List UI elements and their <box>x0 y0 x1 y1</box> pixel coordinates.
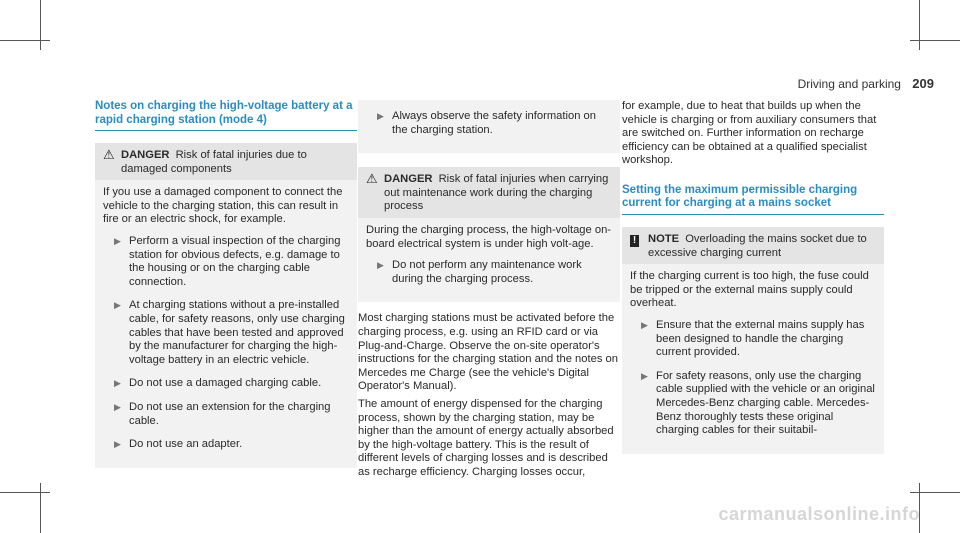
list-item: ▶ Do not use an extension for the charging cable. <box>114 400 331 427</box>
paragraph: for example, due to heat that builds up when the vehicle is charging or from auxiliary consumers that are switched on. Further information on recharge efficiency can be obtained at a qualified specialist workshop. <box>622 100 877 167</box>
note-label: NOTE <box>648 232 680 245</box>
crop-mark <box>910 40 960 41</box>
warning-triangle-icon: ⚠ <box>366 171 378 187</box>
crop-mark <box>40 0 41 50</box>
bullet-triangle-icon: ▶ <box>114 378 121 389</box>
danger-intro: If you use a damaged component to connect the vehicle to the charging station, this can result in fire or an electric shock, for example. <box>103 186 343 226</box>
note-title: Overloading the mains socket due to excessive charging current <box>648 232 867 259</box>
list-item: ▶ At charging stations without a pre-installed cable, for safety reasons, only use charging cables that have been tested and approved by the manufacturer for charging the high-voltage battery in an electric vehicle. <box>114 299 345 366</box>
danger-body <box>95 180 357 468</box>
body-text <box>358 312 620 479</box>
paragraph: The amount of energy dispensed for the charging process, shown by the charging station, may be higher than the amount of energy actually absorbed by the high-voltage battery. This is the result of different levels of charging losses and is described as recharge efficiency. Charging losses occur, <box>358 397 614 478</box>
note-header <box>622 227 884 264</box>
list-item: ▶ Always observe the safety information on the charging station. <box>377 110 596 136</box>
section-heading: Setting the maximum permissible charging current for charging at a mains socket <box>622 184 884 215</box>
danger-box <box>95 143 357 468</box>
danger-label: DANGER <box>121 149 170 161</box>
section-heading: Notes on charging the high-voltage battery at a rapid charging station (mode 4) <box>95 100 357 131</box>
bullet-triangle-icon: ▶ <box>641 370 648 381</box>
bullet-triangle-icon: ▶ <box>377 260 384 271</box>
header-section: Driving and parking <box>797 77 901 91</box>
continued-body <box>358 100 620 153</box>
warning-triangle-icon: ⚠ <box>103 147 115 162</box>
list-item: ▶ Do not use a damaged charging cable. <box>114 377 322 390</box>
note-text: If the charging current is too high, the fuse could be tripped or the external mains supply could overheat. <box>630 270 869 310</box>
danger-label: DANGER <box>384 173 433 186</box>
danger-text: During the charging process, the high-voltage on-board electrical system is under high volt-age. <box>366 223 612 250</box>
note-body <box>622 264 884 454</box>
crop-mark <box>910 492 960 493</box>
danger-header <box>358 167 620 218</box>
danger-title: Risk of fatal injuries due to damaged components <box>121 149 307 175</box>
crop-mark <box>919 0 920 50</box>
crop-mark <box>40 483 41 533</box>
bullet-triangle-icon: ▶ <box>114 235 121 246</box>
bullet-triangle-icon: ▶ <box>114 439 121 450</box>
page-number: 209 <box>912 76 934 91</box>
danger-header <box>95 143 357 180</box>
column-2 <box>358 100 620 483</box>
danger-title: Risk of fatal injuries when carrying out maintenance work during the charging process <box>384 173 609 213</box>
exclamation-icon: ! <box>630 235 639 247</box>
list-item: ▶ Do not use an adapter. <box>114 438 243 451</box>
footer-watermark: carmanualsonline.info <box>718 504 920 524</box>
paragraph: Most charging stations must be activated before the charging process, e.g. using an RFID card or via Plug-and-Charge. Observe the on-site operator's instructions for the charging station and the notes on Mercedes me Charge (see the vehicle's Digital Operator's Manual). <box>358 312 618 393</box>
running-header <box>798 76 934 91</box>
column-3 <box>622 100 884 454</box>
note-box <box>622 227 884 454</box>
crop-mark <box>0 492 50 493</box>
body-text <box>622 100 884 168</box>
continued-box <box>358 100 620 153</box>
bullet-triangle-icon: ▶ <box>114 300 121 311</box>
danger-body <box>358 218 620 302</box>
column-1 <box>95 100 357 468</box>
list-item: ▶ Do not perform any maintenance work during the charging process. <box>377 259 582 285</box>
crop-mark <box>0 40 50 41</box>
danger-box <box>358 167 620 302</box>
list-item: ▶ Perform a visual inspection of the charging station for obvious defects, e.g. damage to the housing or on the charging cable connection. <box>114 234 341 288</box>
list-item: ▶ For safety reasons, only use the charging cable supplied with the vehicle or an original Mercedes-Benz charging cable. Mercedes-Benz thoroughly tests these original charging cables for their suitabil- <box>641 369 875 437</box>
bullet-triangle-icon: ▶ <box>114 401 121 412</box>
bullet-triangle-icon: ▶ <box>377 111 384 121</box>
bullet-triangle-icon: ▶ <box>641 319 648 330</box>
list-item: ▶ Ensure that the external mains supply has been designed to handle the charging current provided. <box>641 318 865 359</box>
